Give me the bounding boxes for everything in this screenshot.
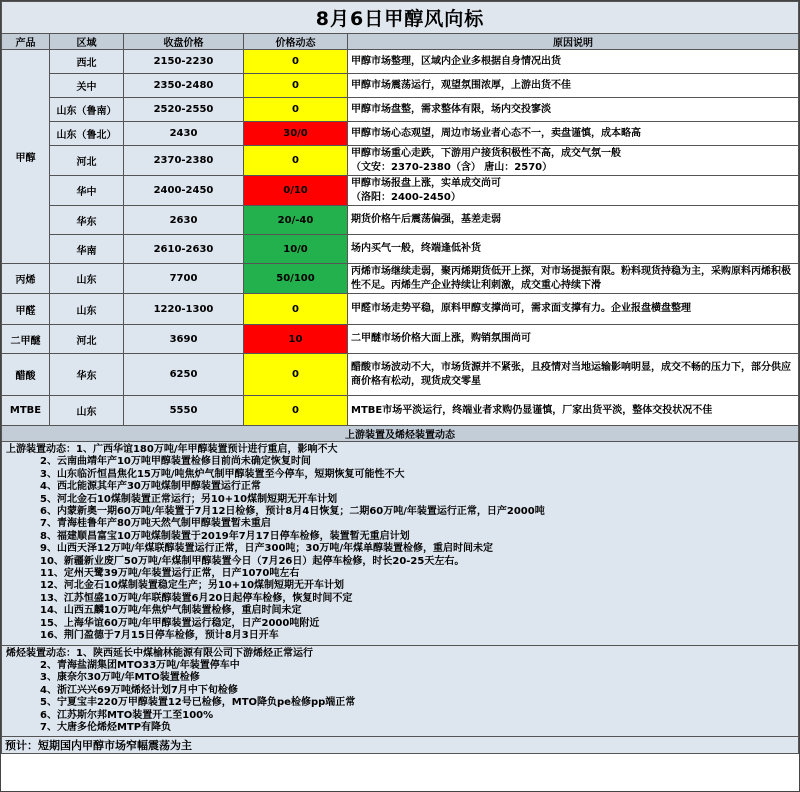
list-item: 4、浙江兴兴69万吨烯烃计划7月中下旬检修 — [40, 684, 238, 696]
reason-cell: 期货价格午后震荡偏强，基差走弱 — [348, 206, 799, 235]
table-header — [2, 34, 799, 50]
price-cell: 5550 — [124, 396, 244, 426]
list-item — [6, 648, 794, 660]
reason-cell: 二甲醚市场价格大面上涨，购销氛围尚可 — [348, 325, 799, 354]
price-cell: 2610-2630 — [124, 235, 244, 264]
table-row — [2, 176, 799, 206]
region-cell: 西北 — [50, 50, 124, 74]
table-row — [2, 50, 799, 74]
list-item — [6, 444, 794, 456]
list-item: 5、宁夏宝丰220万甲醇装置12号已检修，MTO降负pe检修pp端正常 — [40, 697, 356, 709]
reason-cell: 甲醇市场心态观望，周边市场业者心态不一，卖盘谨慎，成本略高 — [348, 122, 799, 146]
methanol-indicator-table — [1, 1, 799, 754]
upstream-label: 上游装置动态： — [6, 444, 76, 455]
price-cell: 1220-1300 — [124, 294, 244, 325]
status-cell: 0/10 — [244, 176, 348, 206]
price-cell: 2520-2550 — [124, 98, 244, 122]
product-cell: 甲醛 — [2, 294, 50, 325]
table-row — [2, 325, 799, 354]
list-item: 11、定州天鹭39万吨/年装置运行正常，日产1070吨左右 — [40, 568, 300, 580]
list-item: 14、山西五麟10万吨/年焦炉气制装置检修，重启时间未定 — [40, 605, 302, 617]
list-item: 5、河北金石10煤制装置正常运行；另10+10煤制短期无开车计划 — [40, 493, 338, 505]
reason-line: 甲醇市场报盘上涨，实单成交尚可 — [351, 177, 501, 189]
price-cell: 3690 — [124, 325, 244, 354]
table-row — [2, 235, 799, 264]
reason-cell — [348, 176, 799, 206]
reason-line: 甲醇市场重心走跌，下游用户接货积极性不高，成交气氛一般 — [351, 147, 621, 159]
header-status: 价格动态 — [244, 34, 348, 50]
list-item: 2、云南曲靖年产10万吨甲醇装置检修目前尚未确定恢复时间 — [40, 456, 311, 468]
header-reason: 原因说明 — [348, 34, 799, 50]
status-cell: 0 — [244, 98, 348, 122]
list-item: 16、荆门盈德于7月15日停车检修，预计8月3日开车 — [40, 630, 279, 642]
table-row — [2, 264, 799, 294]
list-item: 6、内蒙新奥一期60万吨/年装置于7月12日检修，预计8月4日恢复；二期60万吨/年装置运行正常，日产2000吨 — [40, 506, 545, 518]
status-cell: 0 — [244, 74, 348, 98]
list-item: 8、福建顺昌富宝10万吨煤制装置于2019年7月17日停车检修，装置暂无重启计划 — [40, 530, 410, 542]
price-cell: 2630 — [124, 206, 244, 235]
region-cell: 山东 — [50, 294, 124, 325]
header-product: 产品 — [2, 34, 50, 50]
table-row — [2, 146, 799, 176]
list-item: 15、上海华谊60万吨/年甲醇装置运行稳定，日产2000吨附近 — [40, 617, 320, 629]
table-row — [2, 354, 799, 396]
table-row — [2, 396, 799, 426]
region-cell: 华中 — [50, 176, 124, 206]
list-item: 12、河北金石10煤制装置稳定生产；另10+10煤制短期无开车计划 — [40, 580, 345, 592]
list-item: 13、江苏恒盛10万吨/年联醇装置6月20日起停车检修，恢复时间不定 — [40, 592, 353, 604]
table-row — [2, 98, 799, 122]
table-row — [2, 206, 799, 235]
region-cell: 华东 — [50, 206, 124, 235]
reason-line-detail: （文安：2370-2380（含） 唐山：2570） — [351, 161, 553, 173]
region-cell: 山东（鲁南） — [50, 98, 124, 122]
reason-cell: MTBE市场平淡运行，终端业者求购仍显谨慎，厂家出货平淡，整体交投状况不佳 — [348, 396, 799, 426]
region-cell: 山东（鲁北） — [50, 122, 124, 146]
olefin-list — [2, 645, 799, 737]
reason-cell: 丙烯市场继续走弱，聚丙烯期货低开上探，对市场提振有限。粉料现货持稳为主，采购原料丙烯积极性不足。丙烯生产企业持续让利刺激，成交重心持续下滑 — [348, 264, 799, 294]
reason-cell: 甲醇市场盘整，需求整体有限，场内交投寥淡 — [348, 98, 799, 122]
price-cell: 2370-2380 — [124, 146, 244, 176]
status-cell: 0 — [244, 146, 348, 176]
price-cell: 2350-2480 — [124, 74, 244, 98]
status-cell: 10 — [244, 325, 348, 354]
status-cell: 0 — [244, 294, 348, 325]
list-item: 2、青海盐湖集团MTO33万吨/年装置停车中 — [40, 659, 240, 671]
region-cell: 关中 — [50, 74, 124, 98]
reason-line-detail: （洛阳：2400-2450） — [351, 191, 461, 203]
table-row — [2, 122, 799, 146]
product-cell: 醋酸 — [2, 354, 50, 396]
status-cell: 10/0 — [244, 235, 348, 264]
table-row — [2, 74, 799, 98]
section-title: 上游装置及烯烃装置动态 — [2, 426, 799, 442]
olefin-label: 烯烃装置动态： — [6, 647, 76, 659]
price-cell: 2150-2230 — [124, 50, 244, 74]
header-region: 区域 — [50, 34, 124, 50]
list-item: 7、大唐多伦烯烃MTP有降负 — [40, 721, 172, 733]
price-cell: 2430 — [124, 122, 244, 146]
product-cell: 丙烯 — [2, 264, 50, 294]
list-item: 3、康奈尔30万吨/年MTO装置检修 — [40, 672, 200, 684]
product-cell: 二甲醚 — [2, 325, 50, 354]
reason-cell: 甲醇市场整理，区域内企业多根据自身情况出货 — [348, 50, 799, 74]
list-item: 6、江苏斯尔邦MTO装置开工至100% — [40, 709, 214, 721]
list-item: 9、山西天泽12万吨/年煤联醇装置运行正常，日产300吨；30万吨/年煤单醇装置检修，重启时间未定 — [40, 543, 493, 555]
page-title: 8月6日甲醇风向标 — [2, 2, 799, 34]
reason-cell: 甲醇市场震荡运行，观望氛围浓厚，上游出货不佳 — [348, 74, 799, 98]
status-cell: 50/100 — [244, 264, 348, 294]
price-cell: 2400-2450 — [124, 176, 244, 206]
reason-cell: 醋酸市场波动不大，市场货源并不紧张，且疫情对当地运输影响明显，成交不畅的压力下，部分供应商价格有松动，现货成交零星 — [348, 354, 799, 396]
list-item: 4、西北能源其年产30万吨煤制甲醇装置运行正常 — [40, 481, 261, 493]
region-cell: 河北 — [50, 325, 124, 354]
upstream-list — [2, 442, 799, 646]
status-cell: 0 — [244, 396, 348, 426]
table-row — [2, 294, 799, 325]
reason-cell: 甲醛市场走势平稳，原料甲醇支撑尚可，需求面支撑有力。企业报盘横盘整理 — [348, 294, 799, 325]
region-cell: 华东 — [50, 354, 124, 396]
region-cell: 华南 — [50, 235, 124, 264]
price-cell: 6250 — [124, 354, 244, 396]
header-price: 收盘价格 — [124, 34, 244, 50]
list-item: 3、山东临沂恒昌焦化15万吨/吨焦炉气制甲醇装置至今停车，短期恢复可能性不大 — [40, 468, 405, 480]
list-item-text: 1、广西华谊180万吨/年甲醇装置预计进行重启，影响不大 — [76, 444, 338, 455]
region-cell: 山东 — [50, 396, 124, 426]
status-cell: 30/0 — [244, 122, 348, 146]
list-item-text: 1、陕西延长中煤榆林能源有限公司下游烯烃正常运行 — [76, 647, 313, 659]
product-cell: 甲醇 — [2, 50, 50, 264]
price-cell: 7700 — [124, 264, 244, 294]
list-item: 7、青海桂鲁年产80万吨天然气制甲醇装置暂未重启 — [40, 518, 271, 530]
status-cell: 0 — [244, 50, 348, 74]
reason-cell — [348, 146, 799, 176]
list-item: 10、新疆新业废厂50万吨/年煤制甲醇装置今日（7月26日）起停车检修，时长20-25天左右。 — [40, 555, 465, 567]
product-cell: MTBE — [2, 396, 50, 426]
reason-cell: 场内买气一般，终端逢低补货 — [348, 235, 799, 264]
status-cell: 20/-40 — [244, 206, 348, 235]
status-cell: 0 — [244, 354, 348, 396]
region-cell: 山东 — [50, 264, 124, 294]
forecast: 预计：短期国内甲醇市场窄幅震荡为主 — [2, 737, 799, 754]
region-cell: 河北 — [50, 146, 124, 176]
